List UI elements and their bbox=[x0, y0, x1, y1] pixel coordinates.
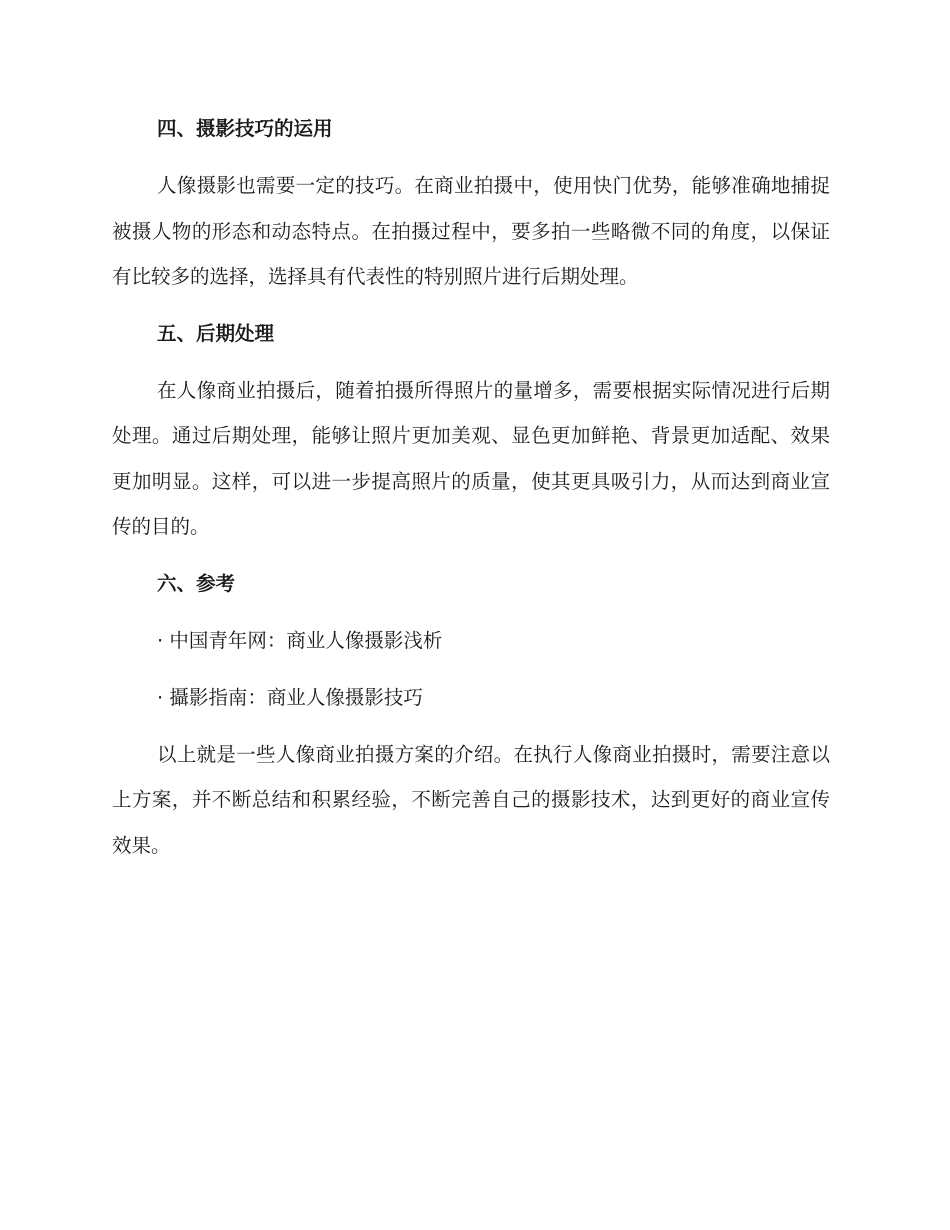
reference-item-1: · 中国青年网：商业人像摄影浅析 bbox=[157, 628, 443, 652]
document-page bbox=[112, 106, 830, 879]
section-5-paragraph: 在人像商业拍摄后，随着拍摄所得照片的量增多，需要根据实际情况进行后期处理。通过后期处理，能够让照片更加美观、显色更加鲜艳、背景更加适配、效果更加明显。这样，可以进一步提高照片的质量，使其更具吸引力，从而达到商业宣传的目的。 bbox=[112, 378, 830, 538]
section-6-heading: 六、参考 bbox=[157, 571, 236, 595]
section-4-paragraph: 人像摄影也需要一定的技巧。在商业拍摄中，使用快门优势，能够准确地捕捉被摄人物的形态和动态特点。在拍摄过程中，要多拍一些略微不同的角度，以保证有比较多的选择，选择具有代表性的特别照片进行后期处理。 bbox=[112, 174, 830, 288]
reference-item-2: · 攝影指南：商业人像摄影技巧 bbox=[157, 685, 423, 709]
section-5-heading: 五、后期处理 bbox=[157, 321, 275, 345]
section-4-heading: 四、摄影技巧的运用 bbox=[157, 117, 333, 140]
conclusion-paragraph: 以上就是一些人像商业拍摄方案的介绍。在执行人像商业拍摄时，需要注意以上方案，并不断总结和积累经验，不断完善自己的摄影技术，达到更好的商业宣传效果。 bbox=[112, 742, 830, 857]
